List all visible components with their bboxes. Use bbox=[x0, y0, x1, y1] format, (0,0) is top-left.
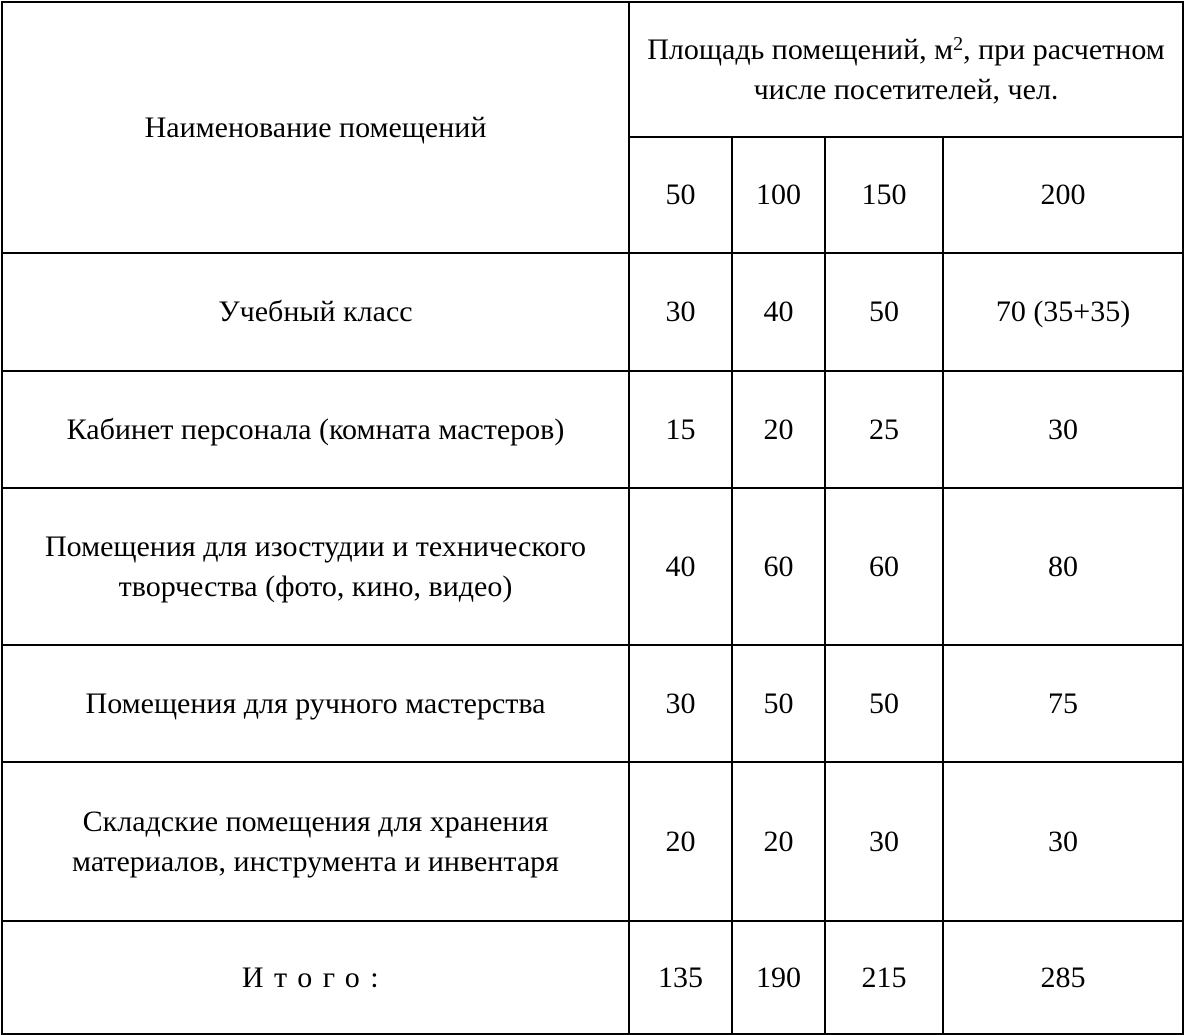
header-area-prefix: Площадь помещений, м bbox=[647, 32, 954, 66]
area-value-cell: 30 bbox=[629, 253, 732, 371]
table-row bbox=[2, 488, 1183, 645]
area-value-cell: 30 bbox=[825, 762, 943, 921]
area-value-cell: 60 bbox=[825, 488, 943, 645]
visitor-count-cell: 150 bbox=[825, 137, 943, 253]
area-value-cell: 40 bbox=[629, 488, 732, 645]
total-value-cell: 135 bbox=[629, 921, 732, 1034]
area-value-cell: 20 bbox=[732, 762, 825, 921]
room-name-cell: Помещения для изостудии и технического творчества (фото, кино, видео) bbox=[2, 488, 629, 645]
total-value-cell: 215 bbox=[825, 921, 943, 1034]
header-room-name-label: Наименование помещений bbox=[144, 110, 487, 144]
room-name-cell: Складские помещения для хранения материалов, инструмента и инвентаря bbox=[2, 762, 629, 921]
room-name-cell: Кабинет персонала (комната мастеров) bbox=[2, 371, 629, 488]
room-name-cell: Помещения для ручного мастерства bbox=[2, 645, 629, 762]
area-value-cell: 40 bbox=[732, 253, 825, 371]
header-row bbox=[2, 2, 1183, 137]
area-value-cell: 15 bbox=[629, 371, 732, 488]
area-value-cell: 80 bbox=[943, 488, 1183, 645]
header-area-suffix: , при расчетном числе посетителей, чел. bbox=[753, 32, 1165, 106]
area-value-cell: 30 bbox=[943, 371, 1183, 488]
total-value-cell: 285 bbox=[943, 921, 1183, 1034]
area-value-cell: 30 bbox=[629, 645, 732, 762]
total-row bbox=[2, 921, 1183, 1034]
header-area bbox=[629, 2, 1183, 137]
total-value-cell: 190 bbox=[732, 921, 825, 1034]
area-value-cell: 25 bbox=[825, 371, 943, 488]
area-value-cell: 20 bbox=[629, 762, 732, 921]
area-value-cell: 50 bbox=[732, 645, 825, 762]
visitor-count-cell: 50 bbox=[629, 137, 732, 253]
table-row bbox=[2, 762, 1183, 921]
area-value-cell: 50 bbox=[825, 253, 943, 371]
room-name-cell: Учебный класс bbox=[2, 253, 629, 371]
area-value-cell: 75 bbox=[943, 645, 1183, 762]
area-value-cell: 50 bbox=[825, 645, 943, 762]
area-value-cell: 20 bbox=[732, 371, 825, 488]
visitor-count-cell: 200 bbox=[943, 137, 1183, 253]
table-row bbox=[2, 371, 1183, 488]
room-area-table bbox=[1, 1, 1184, 1035]
table-row bbox=[2, 645, 1183, 762]
area-value-cell: 60 bbox=[732, 488, 825, 645]
header-area-superscript: 2 bbox=[953, 32, 964, 55]
table-row bbox=[2, 253, 1183, 371]
header-room-name bbox=[2, 2, 629, 253]
area-value-cell: 70 (35+35) bbox=[943, 253, 1183, 371]
total-label: Итого: bbox=[2, 921, 629, 1034]
area-value-cell: 30 bbox=[943, 762, 1183, 921]
visitor-count-cell: 100 bbox=[732, 137, 825, 253]
